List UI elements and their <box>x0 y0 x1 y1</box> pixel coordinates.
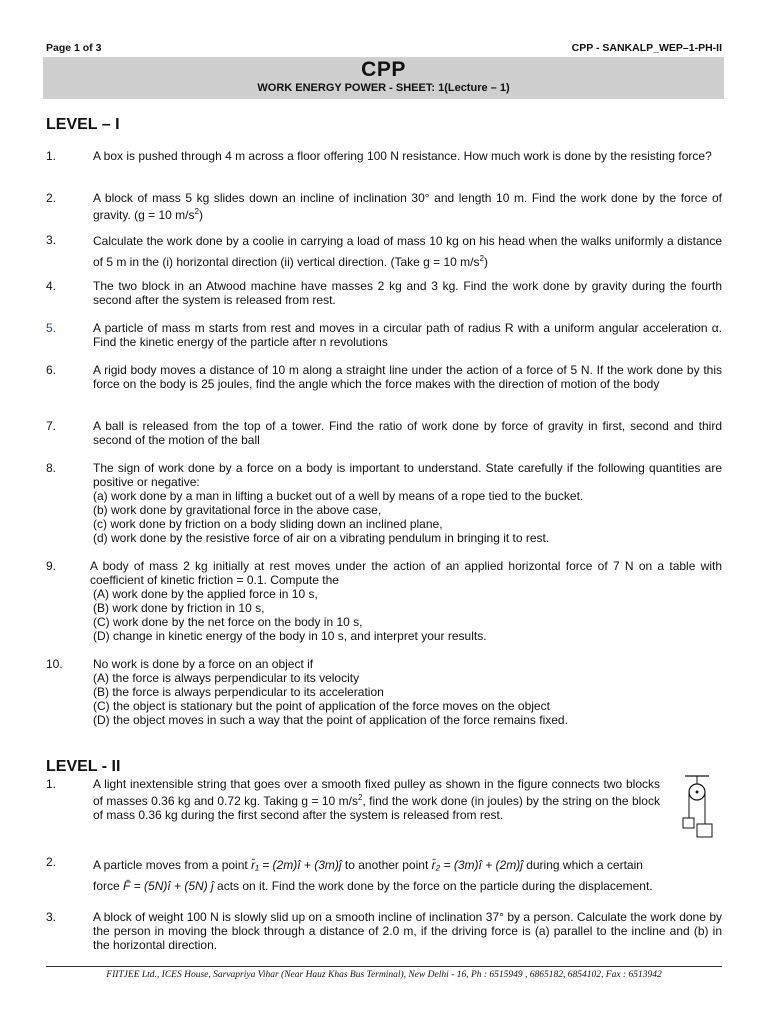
option-a: (a) work done by a man in lifting a bucket out of a well by means of a rope tied to the bucket. <box>93 489 584 503</box>
footer-address: FIITJEE Ltd., ICES House, Sarvapriya Vihar (Near Hauz Khas Bus Terminal), New Delhi - 16, Ph : 6515949 , 6865182, 6854102, Fax : 6513942 <box>106 970 662 980</box>
question-number: 6. <box>46 363 57 377</box>
option-a: (A) the force is always perpendicular to its velocity <box>93 671 360 685</box>
question-text: A light inextensible string that goes over a smooth fixed pulley as shown in the figure connects two blocks of masses 0.36 kg and 0.72 kg. Taking g = 10 $m/s^2$, find the work done (in joules) by the string on the block of mass 0.36 kg during the first second after the system is released from rest. <box>93 777 660 822</box>
question-number: 3. <box>46 910 57 924</box>
footer-divider <box>46 966 722 967</box>
question-text: A rigid body moves a distance of 10 m along a straight line under the action of a force of 5 N. If the work done by this force on the body is 25 joules, find the angle which the force makes with the direction of motion of the body <box>93 363 722 391</box>
question-text: A body of mass 2 kg initially at rest moves under the action of an applied horizontal force of 7 N on a table with coefficient of kinetic friction = 0.1. Compute the <box>90 559 722 587</box>
option-b: (B) work done by friction in 10 s, <box>93 601 265 615</box>
question-text: A block of weight 100 N is slowly slid up on a smooth incline of inclination 37° by a person. Calculate the work done by the person in moving the block through a distance of 2.0 m, if the driving force is (a) parallel to the incline and (b) in the horizontal direction. <box>93 910 722 952</box>
question-number: 7. <box>46 419 57 433</box>
question-l1-5 <box>46 321 722 349</box>
option-c: (C) work done by the net force on the body in 10 s, <box>93 615 363 629</box>
force-vector: F̄ = (5N)î + (5N) ĵ <box>123 879 214 893</box>
question-l1-4 <box>46 279 722 307</box>
position-vector-r2: r̄₂ = (3m)î + (2m)ĵ <box>431 858 523 872</box>
question-number: 8. <box>46 461 57 475</box>
pulley-figure <box>675 772 725 838</box>
question-number: 10. <box>46 657 63 671</box>
question-l1-2 <box>46 191 722 222</box>
question-number: 9. <box>46 559 57 573</box>
position-vector-r1: r̄₁ = (2m)î + (3m)ĵ <box>251 858 342 872</box>
option-a: (A) work done by the applied force in 10 s, <box>93 587 318 601</box>
question-text: No work is done by a force on an object if <box>93 657 314 671</box>
question-number: 1. <box>46 149 57 163</box>
question-number: 2. <box>46 855 57 869</box>
option-c: (c) work done by friction on a body sliding down an inclined plane, <box>93 517 443 531</box>
document-subtitle: WORK ENERGY POWER - SHEET: 1(Lecture – 1) <box>257 82 510 94</box>
question-l2-3 <box>46 910 722 952</box>
question-text: A particle moves from a point r̄₁ = (2m)î + (3m)ĵ to another point r̄₂ = (3m)î + (2m)ĵ during which a certain force F̄ = (5N)î + (5N) ĵ acts on it. Find the work done by the force on the particle during the displacement. <box>93 858 653 893</box>
question-text: A box is pushed through 4 m across a floor offering 100 N resistance. How much work is done by the resisting force? <box>93 149 712 163</box>
question-l1-7 <box>46 419 722 447</box>
page-number: Page 1 of 3 <box>46 42 102 54</box>
question-number: 5. <box>46 321 57 335</box>
question-l1-6 <box>46 363 722 391</box>
question-l1-1 <box>46 149 722 163</box>
question-l1-10 <box>46 657 722 727</box>
question-l2-2 <box>46 855 722 897</box>
level-1-heading: LEVEL – I <box>46 116 120 133</box>
sheet-code: CPP - SANKALP_WEP–1-PH-II <box>571 42 722 54</box>
option-b: (b) work done by gravitational force in the above case, <box>93 503 382 517</box>
question-l1-9 <box>46 559 722 643</box>
option-c: (C) the object is stationary but the point of application of the force moves on the object <box>93 699 550 713</box>
page-header <box>46 42 722 56</box>
question-l2-1 <box>46 777 660 822</box>
question-text: A ball is released from the top of a tower. Find the ratio of work done by force of gravity in first, second and third second of the motion of the ball <box>93 419 722 447</box>
option-b: (B) the force is always perpendicular to its acceleration <box>93 685 384 699</box>
question-number: 2. <box>46 191 57 205</box>
question-number: 4. <box>46 279 57 293</box>
question-text: The sign of work done by a force on a body is important to understand. State carefully if the following quantities are positive or negative: <box>93 461 722 489</box>
question-number: 3. <box>46 233 57 247</box>
question-l1-8 <box>46 461 722 545</box>
option-d: (D) change in kinetic energy of the body in 10 s, and interpret your results. <box>93 629 487 643</box>
question-number: 1. <box>46 777 57 791</box>
option-d: (D) the object moves in such a way that the point of application of the force remains fixed. <box>93 713 568 727</box>
question-l1-3 <box>46 233 722 271</box>
option-d: (d) work done by the resistive force of air on a vibrating pendulum in bringing it to rest. <box>93 531 550 545</box>
question-text: A particle of mass m starts from rest and moves in a circular path of radius R with a uniform angular acceleration α. Find the kinetic energy of the particle after n revolutions <box>93 321 722 349</box>
question-text: A block of mass 5 kg slides down an incline of inclination 30° and length 10 m. Find the work done by the force of gravity. (g = 10 $m/s^2$) <box>93 191 722 222</box>
title-banner <box>43 57 724 99</box>
question-text: The two block in an Atwood machine have masses 2 kg and 3 kg. Find the work done by gravity during the fourth second after the system is released from rest. <box>93 279 722 307</box>
level-2-heading: LEVEL - II <box>46 758 121 775</box>
question-text: Calculate the work done by a coolie in carrying a load of mass 10 kg on his head when the walks uniformly a distance of 5 m in the (i) horizontal direction (ii) vertical direction. (Take g = 10 $m/s^2$) <box>93 234 722 269</box>
document-title: CPP <box>361 58 406 81</box>
